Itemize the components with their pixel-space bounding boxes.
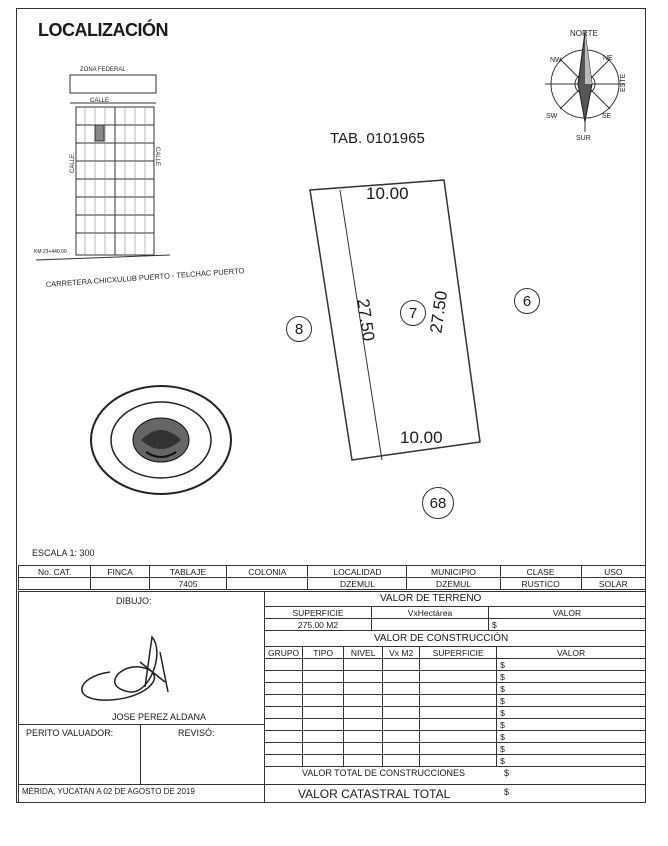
table-row: [265, 743, 646, 755]
calle-right-label: CALLE: [154, 147, 160, 167]
table-cell: [265, 707, 303, 719]
table-cell: [344, 671, 383, 683]
lot-outline: [310, 180, 480, 460]
compass-sw: SW: [546, 113, 558, 120]
table-header: NIVEL: [344, 647, 383, 659]
table-header: No. CAT.: [19, 566, 91, 578]
road-label: CARRETERA CHICXULUB PUERTO - TELCHAC PUERTO: [45, 266, 245, 289]
table-cell: [303, 755, 344, 767]
table-row: [265, 755, 646, 767]
valor-terreno-title: VALOR DE TERRENO: [380, 593, 482, 604]
table-cell: [265, 659, 303, 671]
block-grid: [76, 107, 154, 255]
table-cell: [303, 683, 344, 695]
lot-right-dimension: 27.50: [426, 289, 452, 335]
table-cell: 7405: [149, 578, 227, 590]
lot-drawing: [300, 170, 500, 470]
total-catastral-currency: $: [504, 787, 510, 797]
table-cell: [303, 731, 344, 743]
table-row: [265, 695, 646, 707]
neighbor-lot-bottom: 68: [422, 487, 454, 519]
table-cell: $: [497, 659, 646, 671]
table-cell: [91, 578, 149, 590]
table-header: TIPO: [303, 647, 344, 659]
table-cell: [383, 695, 420, 707]
compass-rose: [540, 22, 635, 142]
compass-north: NORTE: [570, 29, 598, 38]
table-cell: [303, 695, 344, 707]
valor-terreno-table: [264, 606, 646, 631]
table-cell: [420, 719, 497, 731]
lot-number: 7: [400, 300, 426, 326]
table-cell: [265, 719, 303, 731]
table-cell: [383, 755, 420, 767]
table-cell: RUSTICO: [500, 578, 581, 590]
table-header: GRUPO: [265, 647, 303, 659]
table-cell: [265, 743, 303, 755]
table-cell: $: [497, 731, 646, 743]
table-row: [265, 607, 646, 619]
table-cell: [383, 707, 420, 719]
perito-label: PERITO VALUADOR:: [26, 728, 114, 738]
table-row: [265, 659, 646, 671]
compass-nw: NW: [550, 57, 562, 64]
table-cell: [344, 695, 383, 707]
table-cell: [265, 683, 303, 695]
table-row: [19, 578, 646, 590]
table-row: [19, 566, 646, 578]
neighbor-lot-left: 8: [286, 316, 312, 342]
table-row: [265, 619, 646, 631]
table-cell: [303, 719, 344, 731]
total-construcciones-label: VALOR TOTAL DE CONSTRUCCIONES: [302, 768, 466, 778]
compass-east: ESTE: [620, 73, 627, 92]
target-lot-marker: [95, 125, 104, 141]
table-cell: SOLAR: [581, 578, 645, 590]
table-cell: $: [497, 695, 646, 707]
table-cell: [303, 671, 344, 683]
table-cell: [265, 731, 303, 743]
compass-south: SUR: [576, 135, 591, 142]
table-cell: $: [497, 683, 646, 695]
zona-federal-box: [70, 75, 156, 93]
table-cell: [344, 659, 383, 671]
table-cell: [303, 707, 344, 719]
table-header: LOCALIDAD: [308, 566, 407, 578]
table-cell: [19, 578, 91, 590]
valor-construccion-title: VALOR DE CONSTRUCCIÓN: [374, 633, 509, 644]
table-cell: [420, 743, 497, 755]
location-map: [30, 55, 290, 295]
table-cell: [344, 707, 383, 719]
table-cell: [227, 578, 308, 590]
table-cell: [344, 683, 383, 695]
table-cell: [372, 619, 489, 631]
table-cell: $: [497, 755, 646, 767]
table-header: USO: [581, 566, 645, 578]
table-cell: [420, 707, 497, 719]
calle-top-label: CALLE: [90, 98, 110, 104]
table-cell: [383, 671, 420, 683]
municipal-seal: [86, 380, 236, 500]
table-header: CLASE: [500, 566, 581, 578]
table-cell: [420, 755, 497, 767]
total-construcciones-currency: $: [504, 768, 510, 778]
neighbor-lot-right: 6: [514, 288, 540, 314]
table-cell: [344, 731, 383, 743]
table-cell: [420, 683, 497, 695]
table-cell: [420, 731, 497, 743]
table-row: [265, 647, 646, 659]
total-catastral-label: VALOR CATASTRAL TOTAL: [298, 787, 451, 801]
table-row: [265, 719, 646, 731]
table-cell: [344, 755, 383, 767]
table-cell: [303, 659, 344, 671]
page-title: LOCALIZACIÓN: [38, 20, 168, 40]
reviso-label: REVISÓ:: [178, 728, 215, 738]
table-header: COLONIA: [227, 566, 308, 578]
table-cell: [383, 683, 420, 695]
table-header: Vx M2: [383, 647, 420, 659]
table-header: SUPERFICIE: [420, 647, 497, 659]
table-cell: [265, 671, 303, 683]
signer-name: JOSE PEREZ ALDANA: [112, 712, 207, 722]
compass-ne: NE: [603, 55, 613, 62]
table-cell: [265, 695, 303, 707]
table-cell: $: [497, 707, 646, 719]
zona-federal-label: ZONA FEDERAL: [80, 67, 126, 73]
table-header: VALOR: [489, 607, 646, 619]
scale-label: ESCALA 1: 300: [32, 548, 95, 558]
table-cell: DZEMUL: [308, 578, 407, 590]
table-cell: [344, 719, 383, 731]
valor-construccion-table: [264, 646, 646, 767]
table-cell: [383, 743, 420, 755]
table-cell: $: [497, 671, 646, 683]
table-cell: [420, 659, 497, 671]
table-cell: [383, 731, 420, 743]
table-row: [265, 707, 646, 719]
table-cell: $: [497, 719, 646, 731]
table-row: [265, 671, 646, 683]
table-header: VALOR: [497, 647, 646, 659]
table-cell: 275.00 M2: [265, 619, 372, 631]
table-header: TABLAJE: [149, 566, 227, 578]
compass-se: SE: [602, 113, 612, 120]
footer-place-date: MÉRIDA, YUCATAN A 02 DE AGOSTO DE 2019: [22, 787, 195, 796]
table-cell: [303, 743, 344, 755]
lot-top-dimension: 10.00: [366, 184, 409, 203]
table-header: VxHectárea: [372, 607, 489, 619]
table-cell: $: [489, 619, 646, 631]
dibujo-label: DIBUJO:: [116, 596, 152, 606]
table-header: SUPERFICIE: [265, 607, 372, 619]
table-cell: [383, 719, 420, 731]
table-row: [265, 731, 646, 743]
tab-code: TAB. 0101965: [330, 130, 425, 147]
lot-left-dimension: 27.50: [353, 297, 379, 343]
table-cell: [420, 671, 497, 683]
lot-bottom-dimension: 10.00: [400, 428, 443, 447]
table-cell: $: [497, 743, 646, 755]
km-marker: KM 23+440.00: [34, 249, 67, 255]
table-cell: [383, 659, 420, 671]
calle-left-label: CALLE: [70, 153, 76, 173]
table-row: [265, 683, 646, 695]
table-cell: [420, 695, 497, 707]
signature: [70, 632, 190, 707]
table-header: FINCA: [91, 566, 149, 578]
table-cell: DZEMUL: [407, 578, 500, 590]
table-cell: [265, 755, 303, 767]
table-cell: [344, 743, 383, 755]
cadastral-table: [18, 565, 646, 590]
table-header: MUNICIPIO: [407, 566, 500, 578]
